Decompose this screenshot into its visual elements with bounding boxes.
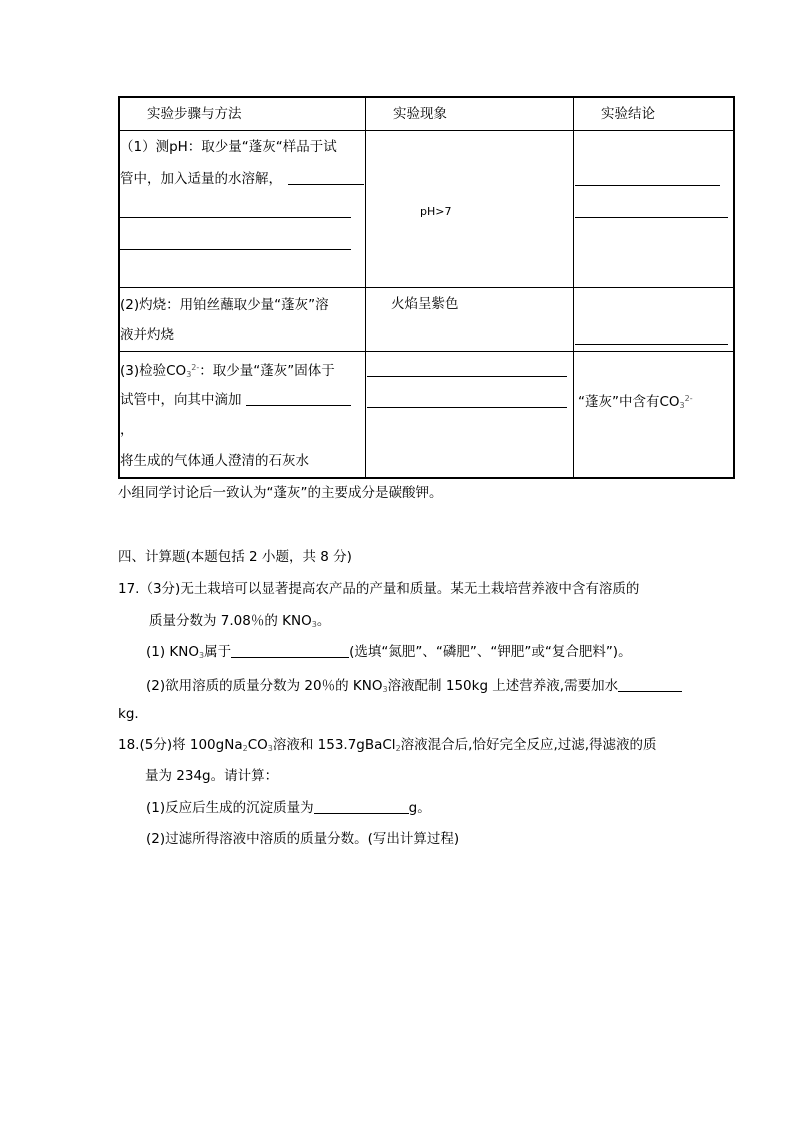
row1-phenomenon: pH>7 [420, 205, 452, 218]
row2-step-line2: 液并灼烧 [120, 327, 174, 343]
row1-conclusion-blank[interactable] [575, 217, 728, 218]
row1-step-line2: 管中，加入适量的水溶解， [120, 171, 282, 187]
row3-step-line3: ， [120, 422, 134, 438]
header-conclusion: 实验结论 [601, 106, 655, 122]
row2-conclusion-blank[interactable] [575, 344, 728, 345]
q17-part2-unit: kg. [118, 706, 139, 722]
summary-text: 小组同学讨论后一致认为“蓬灰”的主要成分是碳酸钾。 [118, 485, 443, 501]
row1-answer-blank[interactable] [288, 184, 364, 185]
row1-answer-blank[interactable] [120, 217, 351, 218]
row2-phenomenon: 火焰呈紫色 [391, 296, 459, 312]
q18-part1-blank[interactable] [314, 799, 409, 814]
row3-step-line1: (3)检验$CO_3^{2-}$：取少量“蓬灰”固体于 [120, 363, 335, 379]
row1-step-line1: （1）测pH：取少量“蓬灰“样品于试 [120, 139, 337, 155]
q18-line1: 18.(5分)将 $100gNa_2CO_3$溶液和 153.7gBaCl$_2$溶液混合后,恰好完全反应,过滤,得滤液的质 [118, 737, 657, 753]
header-phenomenon: 实验现象 [393, 106, 447, 122]
q17-part1: (1) $KNO_3$属于 (选填“氮肥”、“磷肥”、“钾肥”或“复合肥料”)。 [146, 644, 632, 660]
q17-line2: 质量分数为 7.08％的 $KNO_3$。 [149, 613, 331, 629]
q17-line1: 17.（3分)无土栽培可以显著提高农产品的产量和质量。某无土栽培营养液中含有溶质的 [118, 581, 640, 597]
q18-part2: (2)过滤所得溶液中溶质的质量分数。(写出计算过程) [146, 831, 460, 847]
row2-step-line1: (2)灼烧：用铂丝蘸取少量“蓬灰”溶 [120, 297, 329, 313]
row1-conclusion-blank[interactable] [575, 185, 720, 186]
section-title: 四、计算题(本题包括 2 小题，共 8 分) [118, 549, 352, 565]
header-steps: 实验步骤与方法 [147, 106, 242, 122]
row3-step-line2: 试管中，向其中滴加 [120, 392, 242, 408]
q18-line2: 量为 234g。请计算： [145, 768, 279, 784]
row3-phenomenon-blank[interactable] [367, 376, 567, 377]
q17-part1-blank[interactable] [231, 643, 349, 658]
row3-step-line4: 将生成的气体通人澄清的石灰水 [120, 453, 309, 469]
row3-phenomenon-blank[interactable] [367, 407, 567, 408]
row3-reagent-blank[interactable] [246, 405, 351, 406]
q17-part2: (2)欲用溶质的质量分数为 20％的 $KNO_3$溶液配制 150kg 上述营养液,需要加水 [146, 677, 682, 698]
row1-answer-blank[interactable] [120, 249, 351, 250]
q18-part1: (1)反应后生成的沉淀质量为 g。 [146, 800, 431, 816]
row3-conclusion: “蓬灰”中含有$CO_3^{2-}$ [578, 394, 693, 410]
q17-part2-blank[interactable] [618, 677, 682, 692]
